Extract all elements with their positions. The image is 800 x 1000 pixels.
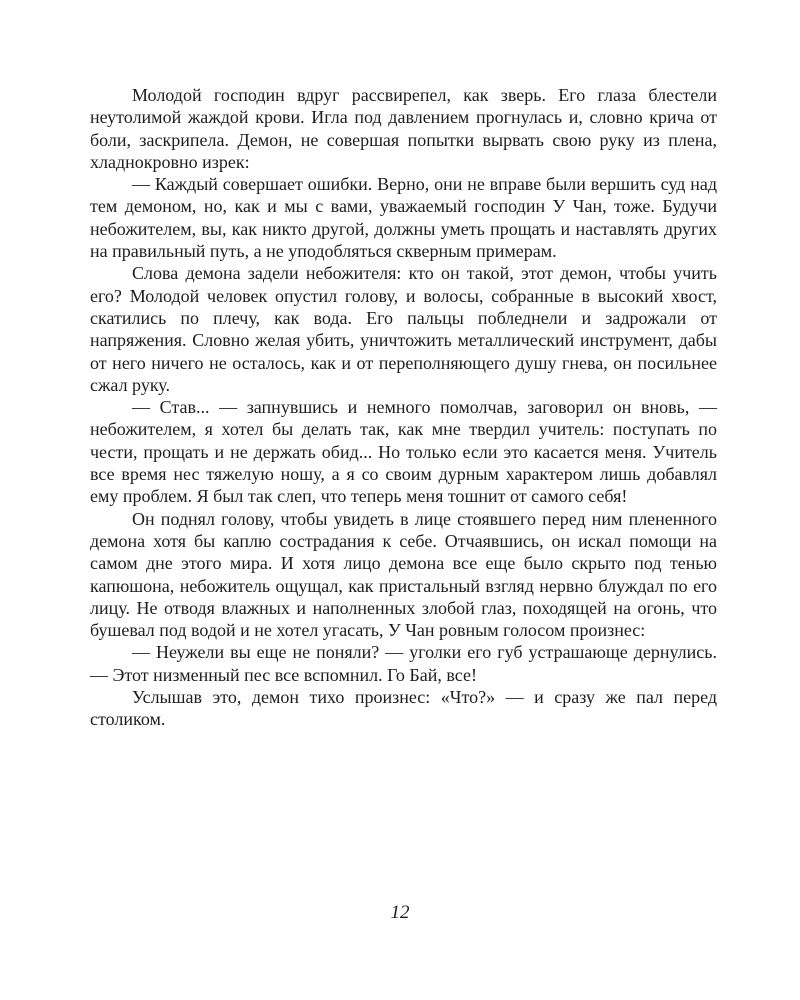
page-number: 12 <box>390 902 410 923</box>
paragraph: Услышав это, демон тихо произнес: «Что?» — и сразу же пал перед столиком. <box>90 687 717 730</box>
paragraph: Молодой господин вдруг рассвирепел, как зверь. Его глаза блестели неутолимой жаждой крови. Игла под давлением прогнулась и, словно крича от боли, заскрипела. Демон, не совершая попытки вырвать свою руку из плена, хладнокровно изрек: <box>90 85 717 172</box>
paragraph: — Став... — запнувшись и немного помолчав, заговорил он вновь, — небожителем, я хотел бы делать так, как мне твердил учитель: поступать по чести, прощать и не держать обид... Но только если это касается меня. Учитель все время нес тяжелую ношу, а я со своим дурным характером лишь добавлял ему проблем. Я был так слеп, что теперь меня тошнит от самого себя! <box>90 397 717 507</box>
paragraph: Слова демона задели небожителя: кто он такой, этот демон, чтобы учить его? Молодой человек опустил голову, и волосы, собранные в высокий хвост, скатились по плечу, как вода. Его пальцы побледнели и задрожали от напряжения. Словно желая убить, уничтожить металлический инструмент, дабы от него ничего не осталось, как и от переполняющего душу гнева, он посильнее сжал руку. <box>90 263 717 395</box>
text-block <box>90 84 717 731</box>
paragraph: Он поднял голову, чтобы увидеть в лице стоявшего перед ним плененного демона хотя бы каплю сострадания к себе. Отчаявшись, он искал помощи на самом дне этого мира. И хотя лицо демона все еще было скрыто под тенью капюшона, небожитель ощущал, как пристальный взгляд нервно блуждал по его лицу. Не отводя влажных и наполненных злобой глаз, походящей на огонь, что бушевал под водой и не хотел угасать, У Чан ровным голосом произнес: <box>90 508 717 641</box>
paragraph: — Каждый совершает ошибки. Верно, они не вправе были вершить суд над тем демоном, но, как и мы с вами, уважаемый господин У Чан, тоже. Будучи небожителем, вы, как никто другой, должны уметь прощать и наставлять других на правильный путь, а не уподобляться скверным примерам. <box>90 174 717 262</box>
paragraph: — Неужели вы еще не поняли? — уголки его губ устрашающе дернулись. — Этот низменный пес все вспомнил. Го Бай, все! <box>90 642 717 685</box>
